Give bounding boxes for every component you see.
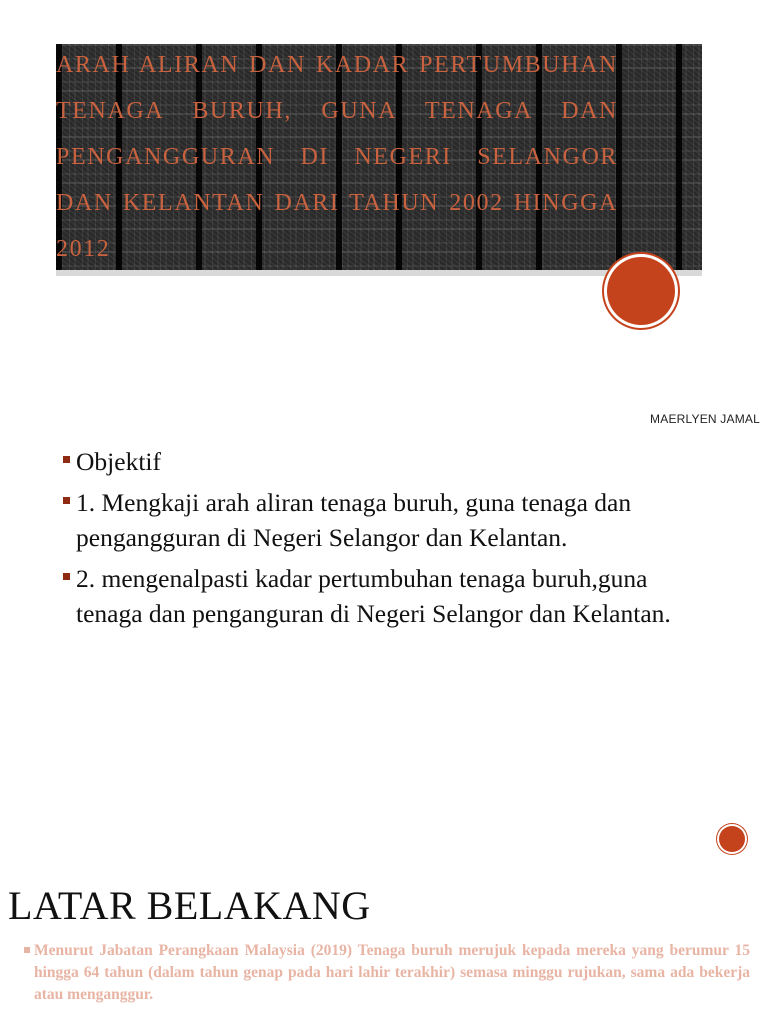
paragraph-text: Menurut Jabatan Perangkaan Malaysia (2019) Tenaga buruh merujuk kepada mereka yang berumur 15 hingga 64 tahun (dalam tahun genap pada hari lahir terakhir) semasa minggu rujukan, sama ada bekerja atau menganggur.	[34, 942, 750, 1003]
section-heading: LATAR BELAKANG	[8, 883, 371, 928]
bullet-square-icon	[63, 456, 70, 463]
bullet-square-icon	[63, 573, 70, 580]
list-item	[60, 444, 680, 479]
list-item	[60, 485, 680, 555]
bullet-text: 2. mengenalpasti kadar pertumbuhan tenaga buruh,guna tenaga dan penganguran di Negeri Selangor dan Kelantan.	[76, 564, 671, 628]
slide-title: ARAH ALIRAN DAN KADAR PERTUMBUHAN TENAGA BURUH, GUNA TENAGA DAN PENGANGGURAN DI NEGERI SELANGOR DAN KELANTAN DARI TAHUN 2002 HINGGA 2012	[56, 52, 618, 262]
decorative-circle-icon	[719, 826, 745, 852]
objective-list	[60, 444, 680, 637]
bullet-text: Objektif	[76, 447, 161, 476]
decorative-circle-icon	[607, 257, 675, 325]
bullet-square-icon	[24, 947, 30, 953]
author-name: MAERLYEN JAMAL	[650, 412, 760, 426]
background-paragraph	[24, 940, 750, 1006]
bullet-square-icon	[63, 497, 70, 504]
bullet-text: 1. Mengkaji arah aliran tenaga buruh, guna tenaga dan pengangguran di Negeri Selangor dan Kelantan.	[76, 488, 632, 552]
list-item	[60, 561, 680, 631]
